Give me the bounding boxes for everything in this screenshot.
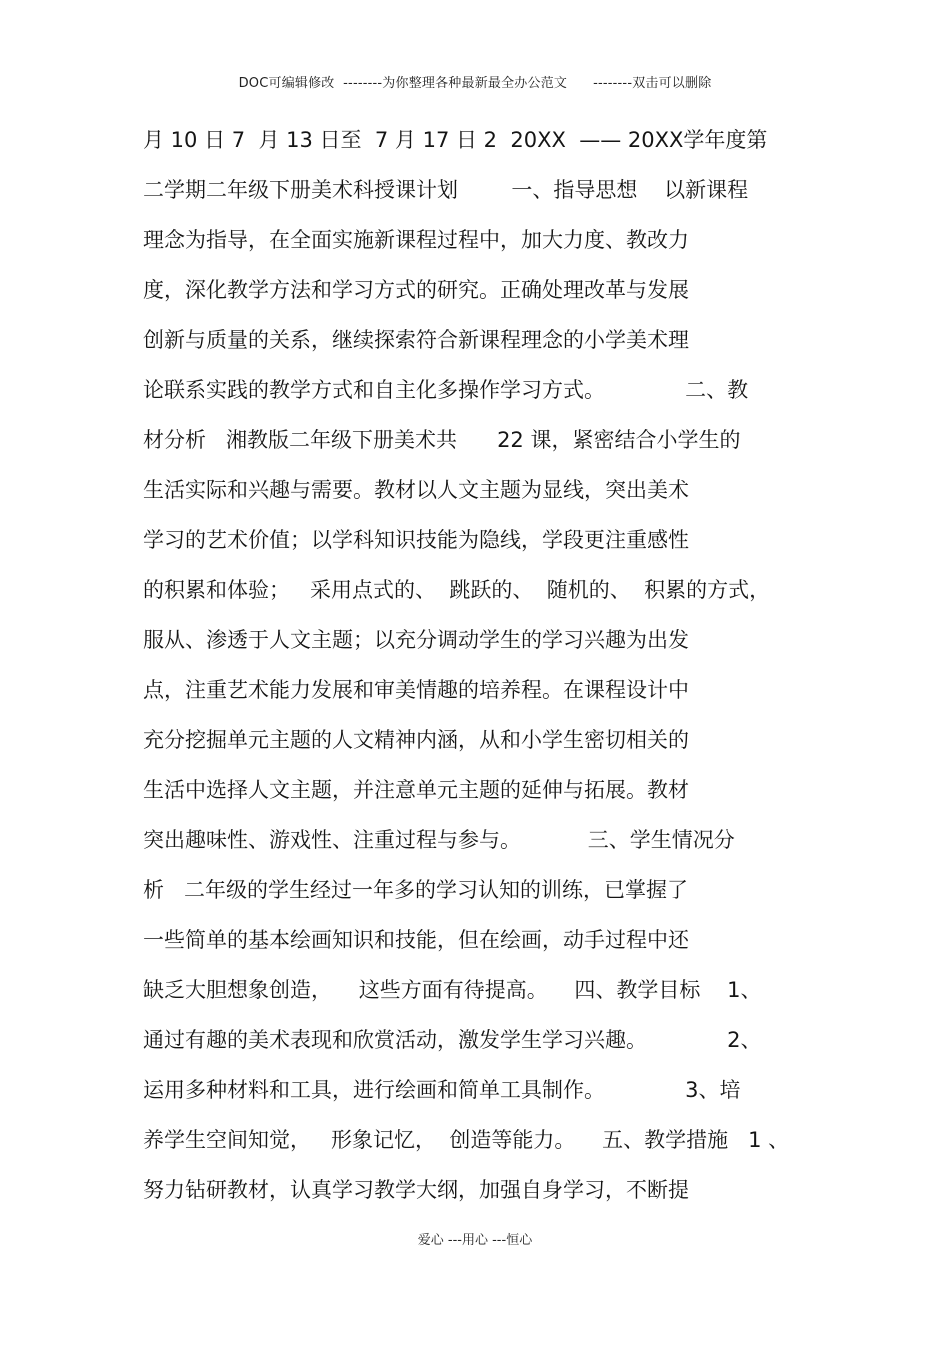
text-line: 论联系实践的教学方式和自主化多操作学习方式。 二、教 [143, 378, 749, 402]
text-line: 一些简单的基本绘画知识和技能，但在绘画，动手过程中还 [143, 928, 689, 952]
text-line: 生活中选择人文主题，并注意单元主题的延伸与拓展。教材 [143, 778, 689, 802]
text-line: 点，注重艺术能力发展和审美情趣的培养程。在课程设计中 [143, 678, 689, 702]
text-line: 通过有趣的美术表现和欣赏活动，激发学生学习兴趣。 2、 [143, 1028, 762, 1052]
text-line: 的积累和体验； 采用点式的、 跳跃的、 随机的、 积累的方式， [143, 578, 771, 602]
text-line: 二学期二年级下册美术科授课计划 一、指导思想 以新课程 [143, 178, 749, 202]
text-line: 服从、渗透于人文主题；以充分调动学生的学习兴趣为出发 [143, 628, 689, 652]
page-footer: 爱心 ---用心 ---恒心 [417, 1233, 533, 1248]
text-line: 养学生空间知觉， 形象记忆， 创造等能力。 五、教学措施 1 、 [143, 1128, 790, 1152]
text-line: 运用多种材料和工具，进行绘画和简单工具制作。 3、培 [143, 1078, 741, 1102]
text-line: 度，深化教学方法和学习方式的研究。正确处理改革与发展 [143, 278, 689, 302]
text-line: 努力钻研教材，认真学习教学大纲，加强自身学习，不断提 [143, 1178, 689, 1202]
text-line: 学习的艺术价值；以学科知识技能为隐线，学段更注重感性 [143, 528, 689, 552]
text-line: 析 二年级的学生经过一年多的学习认知的训练，已掌握了 [143, 878, 689, 902]
text-line: 材分析 湘教版二年级下册美术共 22 课，紧密结合小学生的 [143, 428, 741, 452]
text-line: 月 10 日 7 月 13 日至 7 月 17 日 2 20XX —— 20XX学年度第 [143, 128, 768, 152]
text-line: 缺乏大胆想象创造， 这些方面有待提高。 四、教学目标 1、 [143, 978, 762, 1002]
page-header: DOC可编辑修改 --------为你整理各种最新最全办公范文 --------双击可以删除 [238, 76, 712, 91]
text-line: 理念为指导，在全面实施新课程过程中，加大力度、教改力 [143, 228, 689, 252]
text-line: 创新与质量的关系，继续探索符合新课程理念的小学美术理 [143, 328, 689, 352]
text-line: 生活实际和兴趣与需要。教材以人文主题为显线，突出美术 [143, 478, 689, 502]
text-line: 充分挖掘单元主题的人文精神内涵，从和小学生密切相关的 [143, 728, 689, 752]
text-line: 突出趣味性、游戏性、注重过程与参与。 三、学生情况分 [143, 828, 735, 852]
document-body [143, 122, 843, 1222]
